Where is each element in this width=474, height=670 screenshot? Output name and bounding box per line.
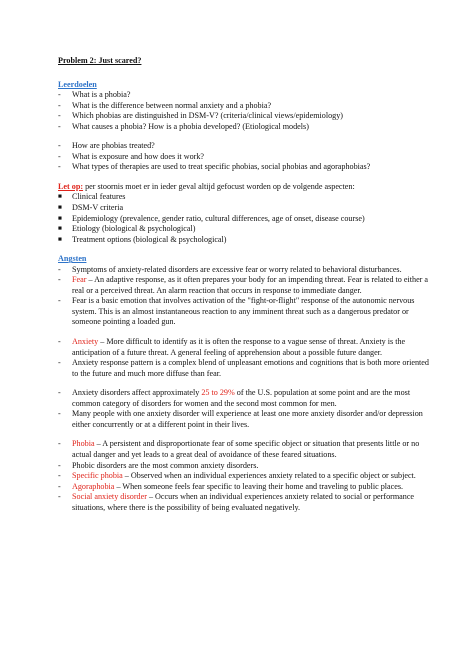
list-item: - What is exposure and how does it work? [58, 151, 204, 161]
list-item: ■ Treatment options (biological & psychological) [58, 234, 227, 244]
list-item: - Symptoms of anxiety-related disorders are excessive fear or worry related to behavioral disturbances. [58, 264, 402, 274]
list-item: - Social anxiety disorder – Occurs when an individual experiences anxiety related to social or performance situations, where there is the possibility of being evaluated negatively. [58, 492, 415, 512]
term-social-anxiety-disorder: Social anxiety disorder [72, 492, 147, 502]
list-item: - What is a phobia? [58, 90, 131, 100]
list-item: - Specific phobia – Observed when an individual experiences anxiety related to a specific object or subject. [58, 471, 416, 481]
term-specific-phobia: Specific phobia [72, 471, 123, 481]
square-bullet-icon: ■ [58, 235, 62, 243]
list-item: ■ Epidemiology (prevalence, gender ratio, cultural differences, age of onset, disease course) [58, 213, 365, 223]
list-item: - Phobic disorders are the most common anxiety disorders. [58, 460, 259, 470]
list-item: ■ Etiology (biological & psychological) [58, 224, 196, 234]
list-item: - How are phobias treated? [58, 141, 155, 151]
list-item: - Anxiety response pattern is a complex blend of unpleasant emotions and cognitions that is both more oriented to the future and much more diffuse than fear. [58, 358, 429, 378]
list-item: - Many people with one anxiety disorder will experience at least one more anxiety disorder and/or depression either concurrently or at a different point in their lives. [58, 409, 423, 429]
leerdoelen-heading: Leerdoelen [58, 79, 97, 89]
term-agoraphobia: Agoraphobia [72, 481, 115, 491]
square-bullet-icon: ■ [58, 225, 62, 233]
square-bullet-icon: ■ [58, 214, 62, 222]
list-item: - Which phobias are distinguished in DSM-V? (criteria/clinical views/epidemiology) [58, 111, 343, 121]
angsten-heading: Angsten [58, 254, 87, 264]
term-fear: Fear [72, 275, 87, 285]
square-bullet-icon: ■ [58, 204, 62, 212]
list-item: - What types of therapies are used to treat specific phobias, social phobias and agoraphobias? [58, 162, 371, 172]
list-item: ■ DSM-V criteria [58, 203, 124, 213]
term-phobia: Phobia [72, 439, 95, 449]
list-item: - Phobia – A persistent and disproportionate fear of some specific object or situation that presents little or no actual danger and yet leads to a great deal of avoidance of these feared situations. [58, 439, 420, 459]
document-title: Problem 2: Just scared? [58, 56, 142, 65]
prevalence-value: 25 to 29% [201, 388, 235, 398]
list-item: - Fear is a basic emotion that involves activation of the "fight-or-flight" response of the autonomic nervous system. This is an almost instantaneous reaction to any imminent threat such as a dangerous predator or someone pointing a loaded gun. [58, 296, 415, 327]
letop-label: Let op: [58, 181, 84, 191]
list-item: - Fear – An adaptive response, as it often prepares your body for an impending threat. Fear is related to either a real or a perceived threat. An alarm reaction that occurs in response to immediate danger. [58, 275, 429, 295]
list-item: - Anxiety – More difficult to identify as it is often the response to a vague sense of threat. Anxiety is the anticipation of a future threat. A general feeling of apprehension about a possible future danger. [58, 337, 406, 357]
list-item: - Agoraphobia – When someone feels fear specific to leaving their home and traveling to public places. [58, 481, 404, 491]
list-item: - What is the difference between normal anxiety and a phobia? [58, 100, 272, 110]
square-bullet-icon: ■ [58, 193, 62, 201]
list-item: ■ Clinical features [58, 192, 126, 202]
list-item: - What causes a phobia? How is a phobia developed? (Etiological models) [58, 121, 309, 131]
term-anxiety: Anxiety [72, 337, 99, 347]
list-item: - Anxiety disorders affect approximately 25 to 29% of the U.S. population at some point and are the most common category of disorders for women and the second most common for men. [58, 388, 411, 408]
letop-paragraph: Let op: per stoornis moet er in ieder geval altijd gefocust worden op de volgende aspecten: [58, 181, 355, 191]
